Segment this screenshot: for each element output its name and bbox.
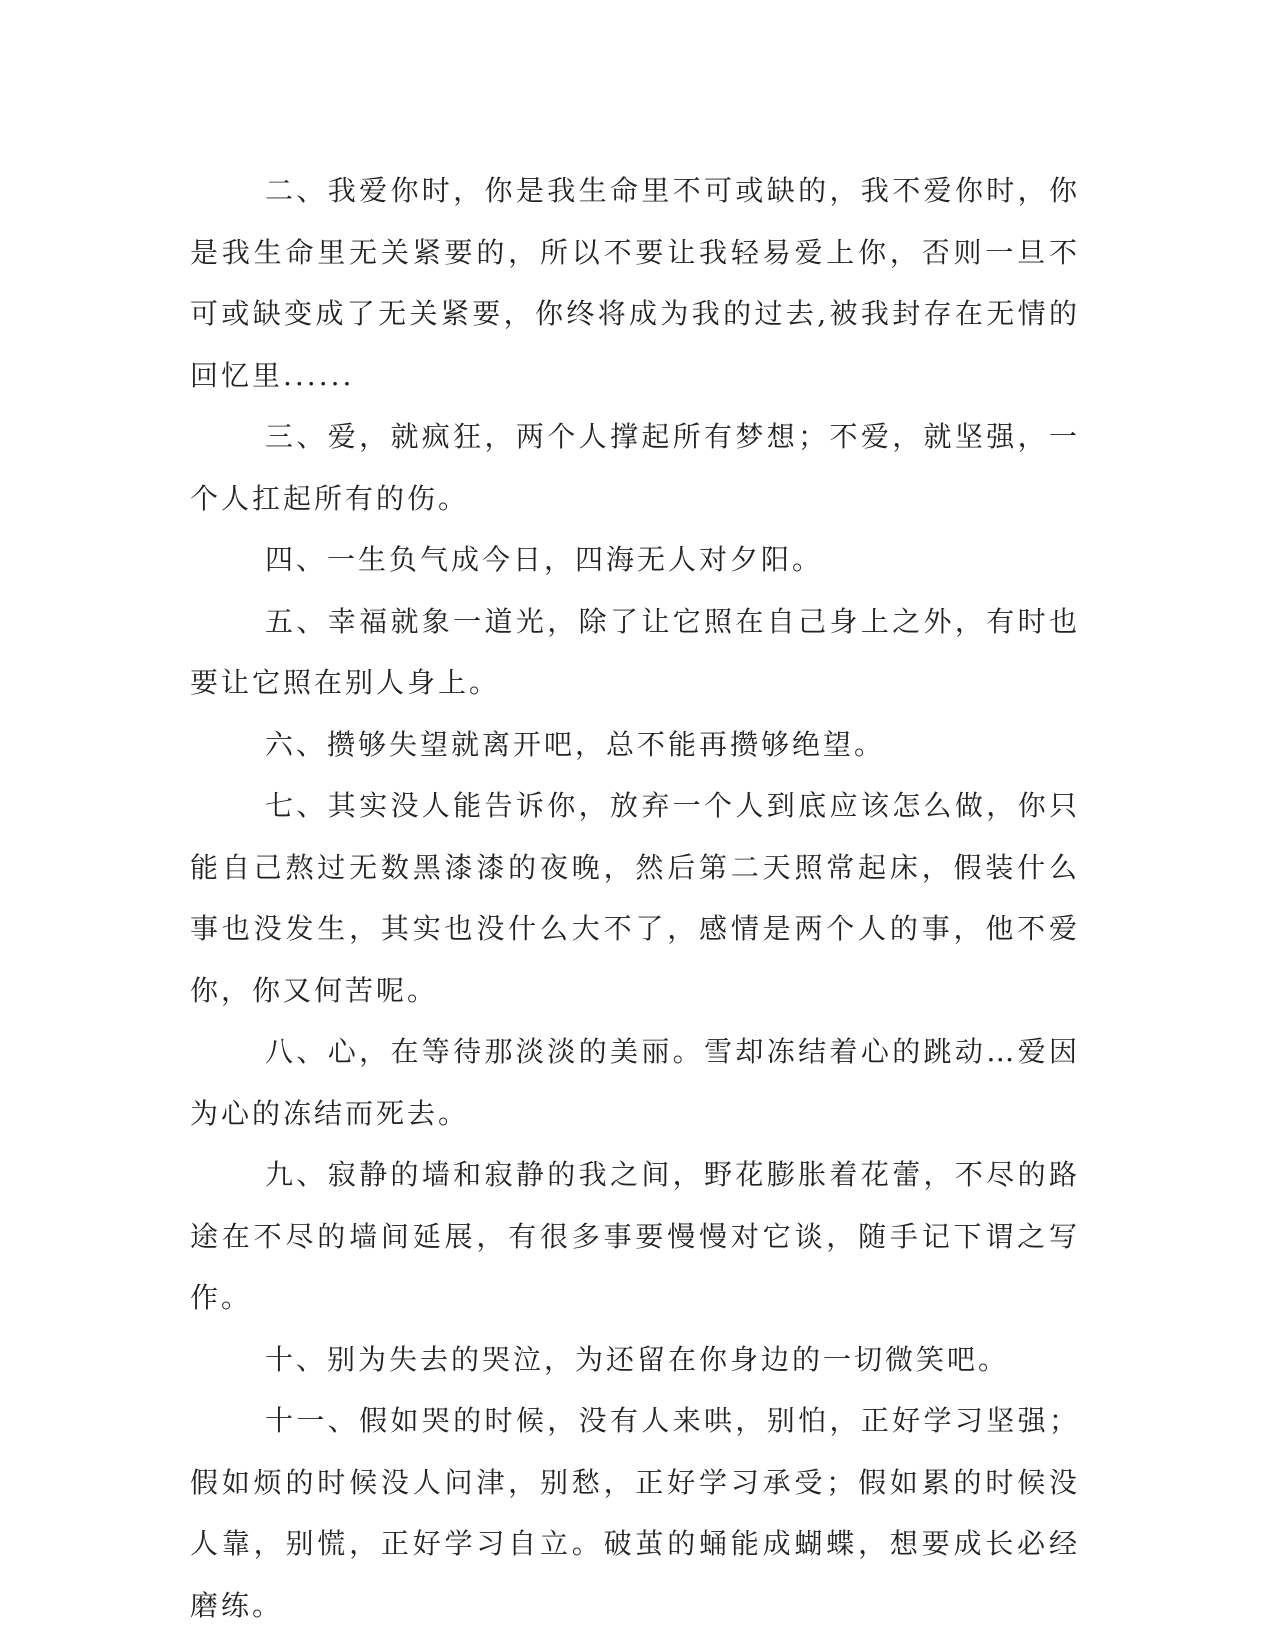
paragraph-5: 五、幸福就象一道光，除了让它照在自己身上之外，有时也要让它照在别人身上。: [190, 604, 1080, 699]
paragraph-6: 六、攒够失望就离开吧，总不能再攒够绝望。: [265, 727, 886, 761]
paragraph-2: 二、我爱你时，你是我生命里不可或缺的，我不爱你时，你是我生命里无关紧要的，所以不要让我轻易爱上你，否则一旦不可或缺变成了无关紧要，你终将成为我的过去,被我封存在无情的回忆里......: [190, 174, 1080, 392]
document-body: [190, 160, 1080, 1636]
paragraph-3: 三、爱，就疯狂，两个人撑起所有梦想；不爱，就坚强，一个人扛起所有的伤。: [190, 420, 1080, 515]
paragraph-10: 十、别为失去的哭泣，为还留在你身边的一切微笑吧。: [265, 1342, 1010, 1376]
paragraph-8: 八、心，在等待那淡淡的美丽。雪却冻结着心的跳动…爱因为心的冻结而死去。: [190, 1035, 1080, 1130]
paragraph-7: 七、其实没人能告诉你，放弃一个人到底应该怎么做，你只能自己熬过无数黑漆漆的夜晚，然后第二天照常起床，假装什么事也没发生，其实也没什么大不了，感情是两个人的事，他不爱你，你又何苦呢。: [190, 789, 1080, 1007]
paragraph-9: 九、寂静的墙和寂静的我之间，野花膨胀着花蕾，不尽的路途在不尽的墙间延展，有很多事要慢慢对它谈，随手记下谓之写作。: [190, 1158, 1080, 1314]
paragraph-4: 四、一生负气成今日，四海无人对夕阳。: [265, 543, 824, 576]
paragraph-11: 十一、假如哭的时候，没有人来哄，别怕，正好学习坚强；假如烦的时候没人问津，别愁，正好学习承受；假如累的时候没人靠，别慌，正好学习自立。破茧的蛹能成蝴蝶，想要成长必经磨练。: [190, 1404, 1080, 1622]
